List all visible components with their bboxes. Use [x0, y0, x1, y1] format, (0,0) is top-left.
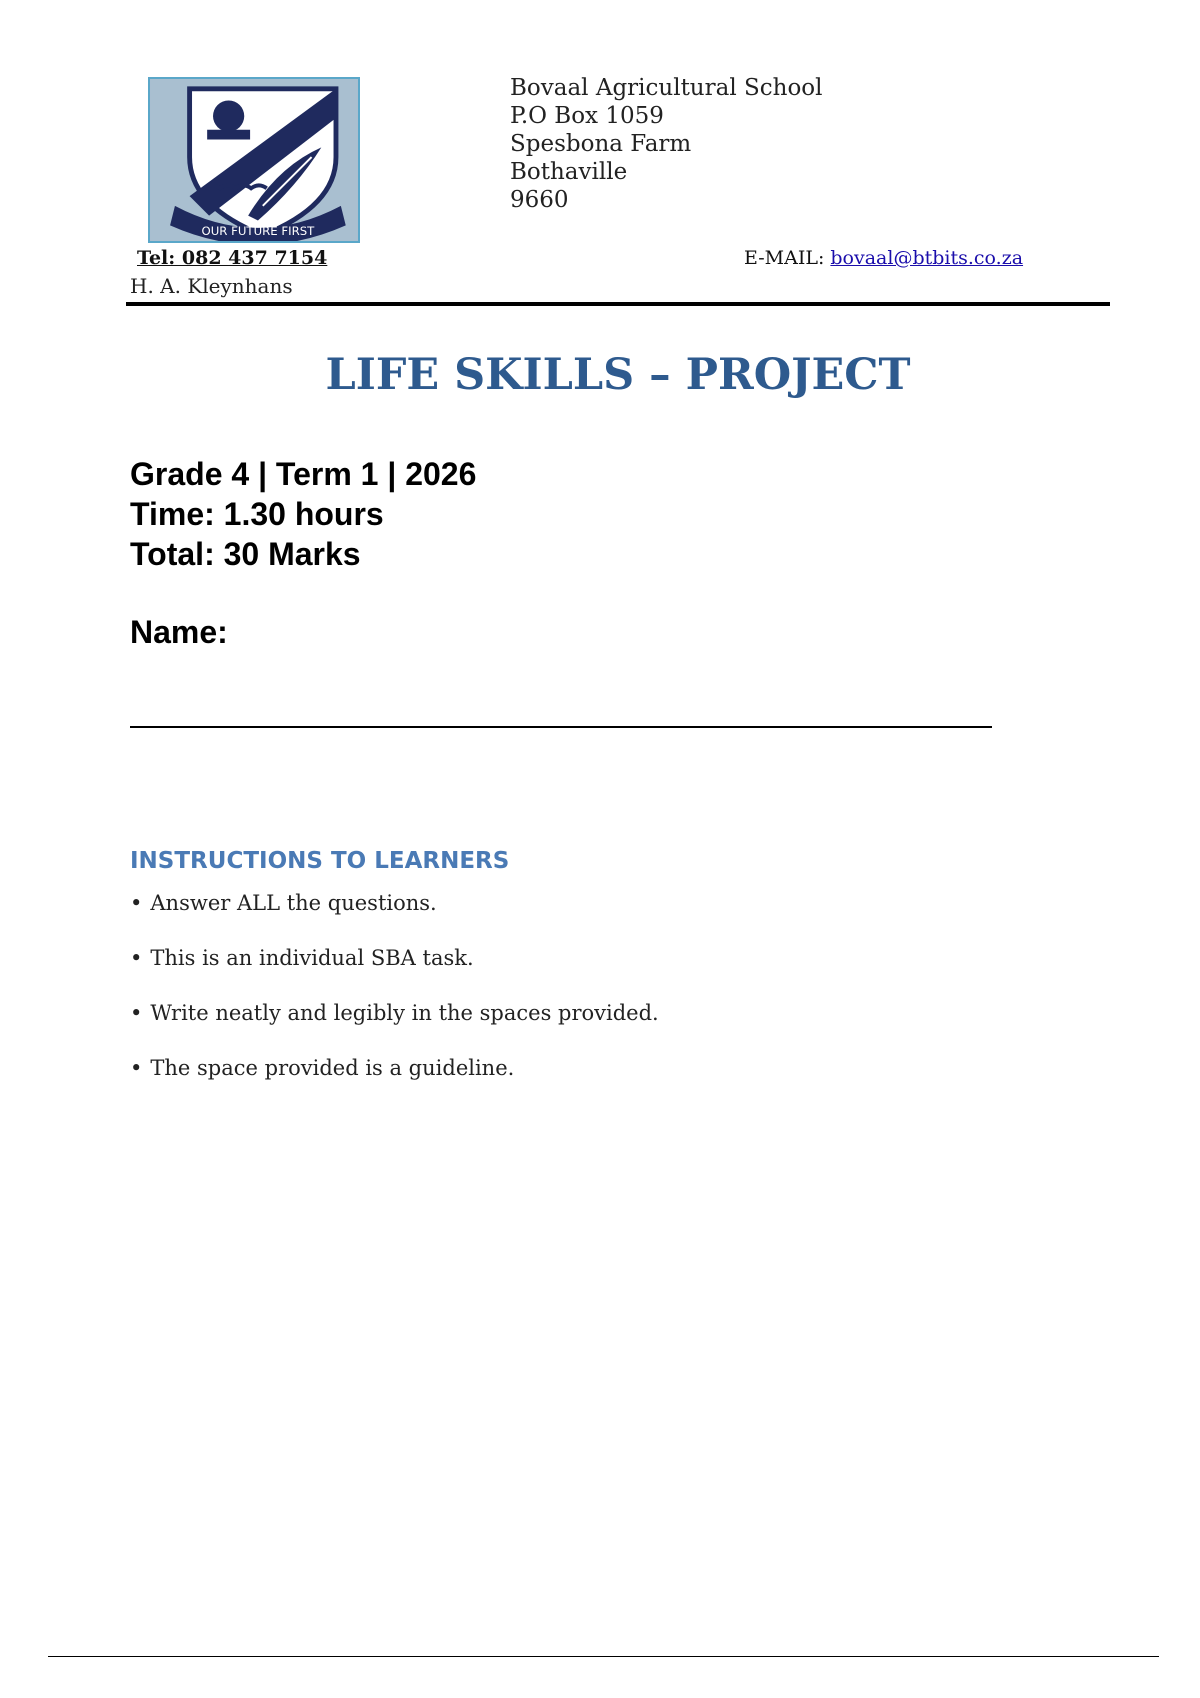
address-line: Bothaville: [510, 159, 628, 185]
bullet-icon: •: [130, 1001, 143, 1025]
bullet-icon: •: [130, 891, 143, 915]
bullet-icon: •: [130, 1056, 143, 1080]
assessment-details: [130, 454, 476, 574]
list-item: [130, 1055, 659, 1110]
principal-name: H. A. Kleynhans: [130, 274, 293, 298]
address-line: 9660: [510, 187, 569, 213]
school-email: [744, 247, 1023, 269]
time-allowed: Time: 1.30 hours: [130, 496, 384, 532]
total-marks: Total: 30 Marks: [130, 536, 361, 572]
address-line: P.O Box 1059: [510, 103, 664, 129]
grade-term-year: Grade 4 | Term 1 | 2026: [130, 456, 477, 492]
name-label: Name:: [130, 614, 228, 650]
list-item: [130, 945, 659, 1000]
address-line: Spesbona Farm: [510, 131, 692, 157]
list-item: [130, 1000, 659, 1055]
name-answer-line[interactable]: [130, 726, 992, 728]
bullet-icon: •: [130, 946, 143, 970]
email-label: E-MAIL:: [744, 247, 825, 269]
instruction-text: Write neatly and legibly in the spaces provided.: [150, 1001, 659, 1025]
address-line: Bovaal Agricultural School: [510, 75, 823, 101]
instructions-list: [130, 890, 659, 1110]
instruction-text: The space provided is a guideline.: [150, 1056, 515, 1080]
instruction-text: This is an individual SBA task.: [150, 946, 474, 970]
email-link[interactable]: bovaal@btbits.co.za: [830, 247, 1024, 269]
svg-text:OUR FUTURE FIRST: OUR FUTURE FIRST: [201, 224, 315, 239]
instruction-text: Answer ALL the questions.: [150, 891, 437, 915]
school-address: [510, 74, 823, 214]
school-crest-icon: [150, 79, 358, 241]
document-title: LIFE SKILLS – PROJECT: [325, 350, 911, 400]
list-item: [130, 890, 659, 945]
school-crest-logo: [148, 77, 360, 243]
instructions-heading: INSTRUCTIONS TO LEARNERS: [130, 848, 510, 874]
school-telephone: Tel: 082 437 7154: [137, 247, 328, 269]
header-divider: [126, 302, 1110, 306]
footer-divider: [48, 1656, 1159, 1657]
